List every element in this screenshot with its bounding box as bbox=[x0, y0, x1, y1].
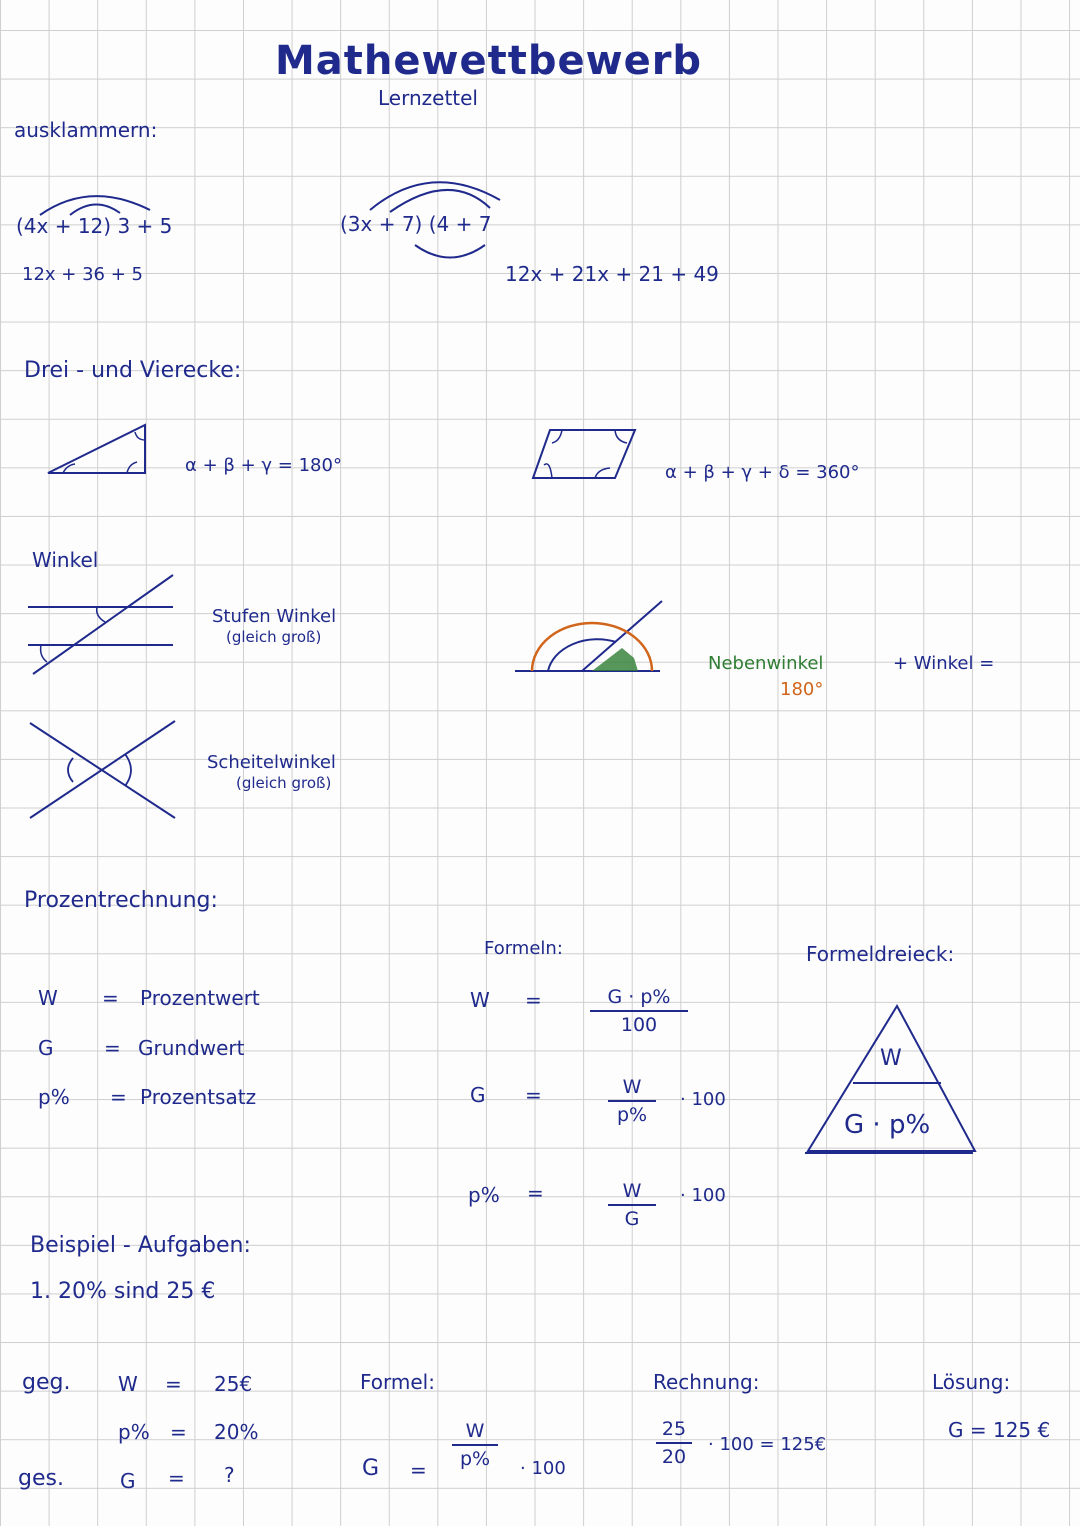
formeln-heading: Formeln: bbox=[484, 938, 563, 959]
given-equals-w: = bbox=[165, 1372, 182, 1396]
def-equals-w: = bbox=[102, 986, 119, 1010]
def-symbol-g: G bbox=[38, 1036, 54, 1060]
vertical-angles-figure bbox=[25, 718, 180, 823]
beispiel-heading: Beispiel - Aufgaben: bbox=[30, 1233, 251, 1258]
expand-example-1-line-2: 12x + 36 + 5 bbox=[22, 264, 143, 285]
sought-equals-g: = bbox=[168, 1466, 185, 1490]
def-text-w: Prozentwert bbox=[140, 986, 260, 1010]
loesung-heading: Lösung: bbox=[932, 1370, 1011, 1394]
triangle-figure bbox=[45, 420, 155, 480]
formula-p-denominator: G bbox=[624, 1208, 640, 1230]
rechnung-heading: Rechnung: bbox=[653, 1370, 760, 1394]
section-heading-prozentrechnung: Prozentrechnung: bbox=[24, 888, 218, 913]
expand-example-2-line-2: 12x + 21x + 21 + 49 bbox=[505, 262, 719, 286]
given-equals-p: = bbox=[170, 1420, 187, 1444]
scheitelwinkel-note: (gleich groß) bbox=[236, 774, 332, 792]
formula-w-fraction bbox=[590, 986, 688, 1036]
formula-w-numerator: G · p% bbox=[607, 986, 671, 1008]
sought-value-g: ? bbox=[224, 1463, 235, 1487]
def-equals-p: = bbox=[110, 1085, 127, 1109]
sought-symbol-g: G bbox=[120, 1469, 136, 1493]
formula-g-fraction bbox=[608, 1076, 656, 1126]
rechnung-numerator: 25 bbox=[661, 1418, 687, 1440]
example-formel-fraction bbox=[452, 1420, 498, 1470]
formula-triangle-top: W bbox=[880, 1046, 902, 1071]
def-symbol-w: W bbox=[38, 986, 58, 1010]
def-equals-g: = bbox=[104, 1036, 121, 1060]
page-subtitle: Lernzettel bbox=[378, 86, 478, 110]
given-value-w: 25€ bbox=[214, 1372, 253, 1396]
corresponding-angles-figure bbox=[25, 572, 180, 677]
example-formel-equals: = bbox=[410, 1458, 427, 1482]
page-title: Mathewettbewerb bbox=[275, 38, 703, 84]
formula-g-equals: = bbox=[525, 1083, 542, 1107]
nebenwinkel-plus-winkel: + Winkel = bbox=[893, 653, 995, 674]
nebenwinkel-label: Nebenwinkel bbox=[708, 653, 824, 674]
example-formel-numerator: W bbox=[465, 1420, 485, 1442]
formula-p-numerator: W bbox=[622, 1180, 642, 1202]
section-heading-winkel: Winkel bbox=[32, 548, 99, 572]
formula-g-numerator: W bbox=[622, 1076, 642, 1098]
formula-g-denominator: p% bbox=[616, 1104, 648, 1126]
section-heading-ausklammern: ausklammern: bbox=[14, 118, 158, 142]
scheitelwinkel-label: Scheitelwinkel bbox=[207, 752, 336, 773]
supplementary-angles-figure bbox=[512, 598, 667, 678]
expand-example-1-line-1: (4x + 12) 3 + 5 bbox=[16, 214, 173, 238]
given-symbol-w: W bbox=[118, 1372, 138, 1396]
formula-w-equals: = bbox=[525, 988, 542, 1012]
given-value-p: 20% bbox=[214, 1420, 259, 1444]
formula-w-lhs: W bbox=[470, 988, 490, 1012]
rechnung-rest: · 100 = 125€ bbox=[708, 1434, 827, 1455]
def-text-g: Grundwert bbox=[138, 1036, 245, 1060]
sought-label: ges. bbox=[18, 1466, 64, 1491]
nebenwinkel-sum-value: 180° bbox=[780, 679, 824, 700]
loesung-value: G = 125 € bbox=[948, 1418, 1051, 1442]
formeldreieck-heading: Formeldreieck: bbox=[806, 942, 955, 966]
example-formel-heading: Formel: bbox=[360, 1370, 435, 1394]
expand-example-2-line-1: (3x + 7) (4 + 7 bbox=[340, 212, 492, 236]
rechnung-denominator: 20 bbox=[661, 1446, 687, 1468]
formula-g-lhs: G bbox=[470, 1083, 486, 1107]
rechnung-fraction bbox=[656, 1418, 692, 1468]
formula-p-equals: = bbox=[527, 1181, 544, 1205]
stufenwinkel-label: Stufen Winkel bbox=[212, 606, 337, 627]
triangle-angle-sum: α + β + γ = 180° bbox=[185, 455, 342, 476]
quadrilateral-angle-sum: α + β + γ + δ = 360° bbox=[665, 462, 860, 483]
formula-p-fraction bbox=[608, 1180, 656, 1230]
section-heading-polygons: Drei - und Vierecke: bbox=[24, 358, 242, 383]
def-text-p: Prozentsatz bbox=[140, 1085, 257, 1109]
def-symbol-p: p% bbox=[38, 1085, 70, 1109]
formula-triangle-bottom: G · p% bbox=[844, 1110, 931, 1140]
given-label: geg. bbox=[22, 1370, 71, 1395]
formula-p-lhs: p% bbox=[468, 1183, 500, 1207]
example-formel-denominator: p% bbox=[459, 1448, 491, 1470]
example-formel-lhs: G bbox=[362, 1456, 380, 1481]
stufenwinkel-note: (gleich groß) bbox=[226, 628, 322, 646]
beispiel-task: 1. 20% sind 25 € bbox=[30, 1279, 216, 1304]
parallelogram-figure bbox=[530, 425, 640, 485]
given-symbol-p: p% bbox=[118, 1420, 150, 1444]
formula-p-multiplier: · 100 bbox=[680, 1185, 726, 1206]
formula-w-denominator: 100 bbox=[620, 1014, 658, 1036]
formula-g-multiplier: · 100 bbox=[680, 1089, 726, 1110]
example-formel-multiplier: · 100 bbox=[520, 1458, 566, 1479]
